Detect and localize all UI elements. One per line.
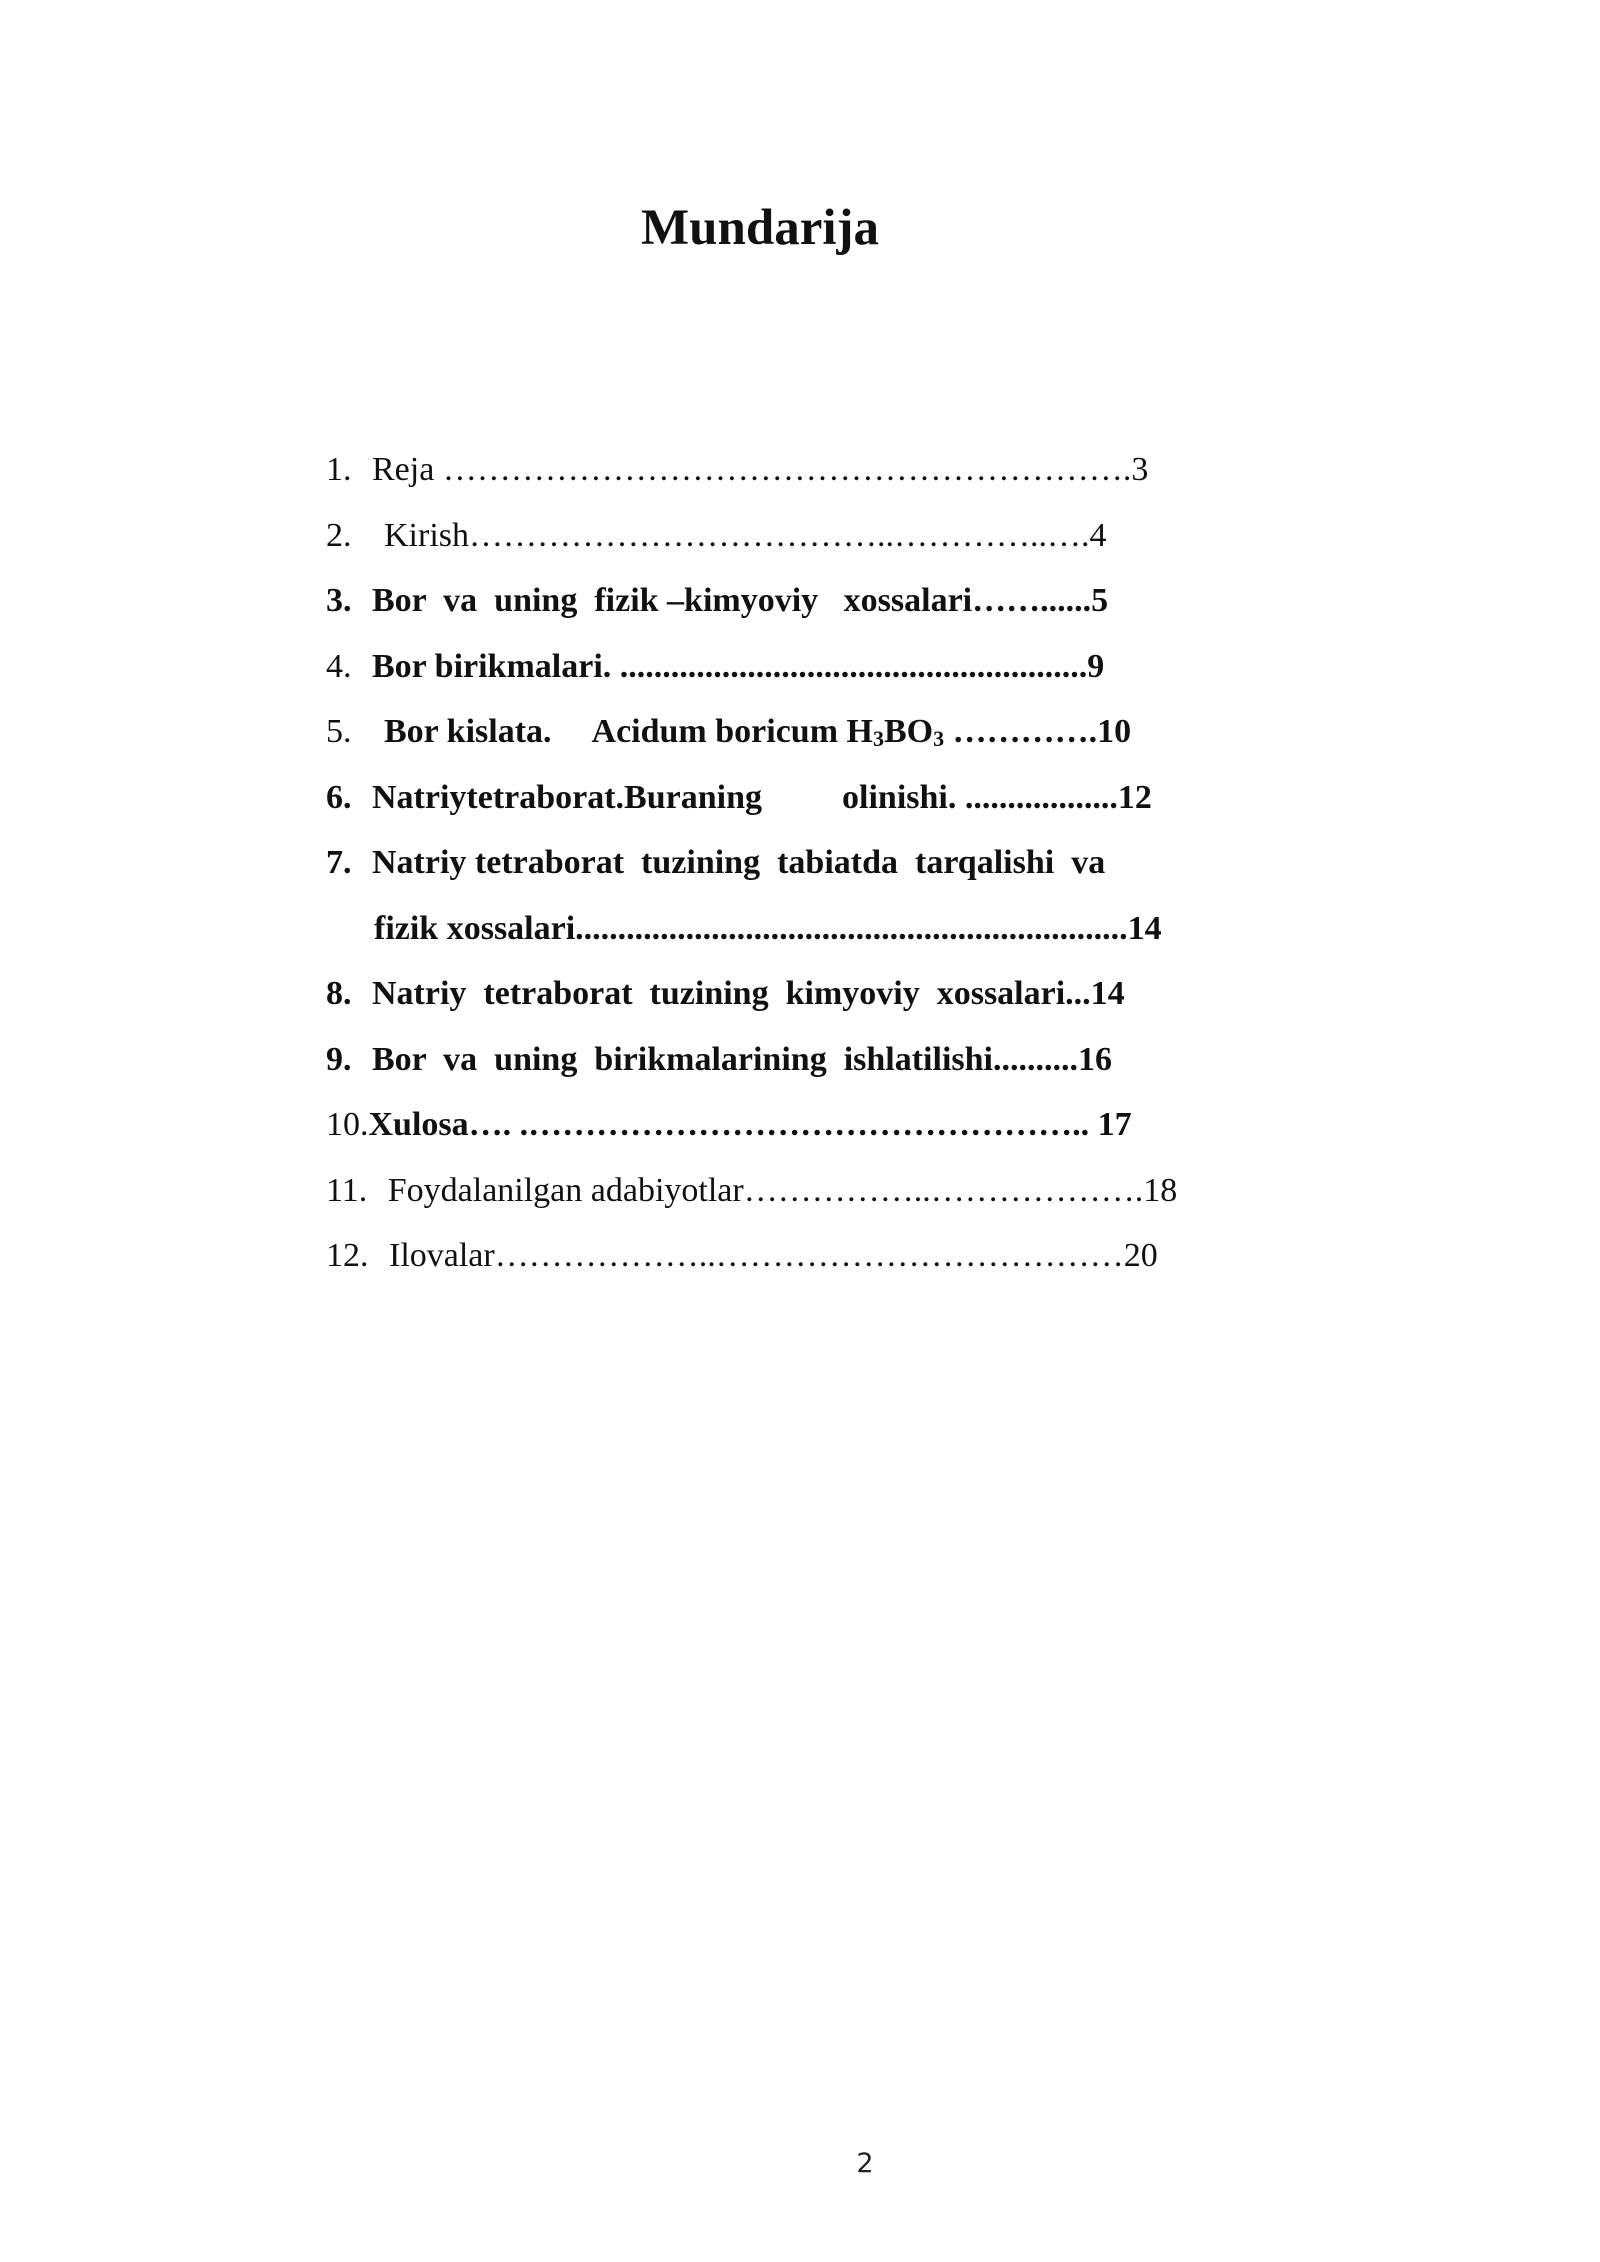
toc-entry-tarqalishi-continued[interactable] [326, 903, 1286, 969]
toc-leader: ……………..………………. [743, 1171, 1144, 1209]
toc-label-part: Acidum boricum H [591, 713, 873, 750]
toc-page-number: 9 [1087, 647, 1105, 685]
toc-leader: ....................................................... [611, 647, 1088, 685]
toc-label-part: BO [883, 713, 934, 750]
toc-label-part: Bor kislata. [384, 713, 552, 750]
toc-leader: ... [1065, 975, 1091, 1012]
toc-label: Bor birikmalari. [372, 647, 612, 685]
toc-label: Natriy tetraborat tuzining kimyoviy xossalari [372, 975, 1066, 1012]
toc-label: Bor va uning birikmalarining ishlatilishi [372, 1040, 993, 1078]
toc-label-part: olinishi. [842, 778, 957, 816]
toc-leader: ………………………………..…………..…. [469, 516, 1090, 554]
toc-entry-tarqalishi[interactable] [326, 837, 1286, 903]
toc-label: Natriy tetraborat tuzining tabiatda tarqalishi va [372, 844, 1106, 881]
toc-entry-xulosa[interactable] [326, 1099, 1286, 1165]
toc-label: Foydalanilgan adabiyotlar [387, 1171, 744, 1209]
toc-leader: ................................................................. [575, 909, 1128, 947]
toc-label: Bor va uning fizik –kimyoviy xossalari [372, 582, 973, 619]
toc-entry-adabiyotlar[interactable] [326, 1165, 1286, 1231]
toc-entry-bor-birikmalari[interactable] [326, 641, 1286, 707]
subscript: 3 [933, 726, 945, 751]
toc-page-number: 16 [1077, 1040, 1112, 1078]
toc-page-number: 20 [1123, 1237, 1158, 1274]
toc-number: 1. [326, 451, 352, 488]
toc-number: 12. [326, 1237, 369, 1274]
toc-number: 8. [326, 975, 352, 1012]
page-number: 2 [856, 2148, 874, 2179]
toc-leader: …………. [944, 713, 1098, 750]
toc-label: Reja [372, 451, 435, 488]
toc-leader: .................. [956, 778, 1118, 816]
toc-page-number: 17 [1097, 1106, 1132, 1143]
toc-label: fizik xossalari [374, 909, 576, 947]
toc-page-number: 3 [1131, 451, 1149, 488]
toc-page-number: 18 [1143, 1171, 1178, 1209]
toc-number: 2. [326, 516, 352, 554]
toc-page-number: 5 [1091, 582, 1109, 619]
toc-number: 6. [326, 778, 352, 816]
toc-leader: ……...... [972, 582, 1092, 619]
toc-number: 5. [326, 713, 352, 750]
page-title: Mundarija [640, 200, 880, 256]
toc-leader: ………………..……………………………… [494, 1237, 1124, 1274]
toc-page-number: 14 [1090, 975, 1125, 1012]
toc-number: 7. [326, 844, 352, 881]
toc-entry-ishlatilishi[interactable] [326, 1034, 1286, 1100]
toc-number: 10. [326, 1106, 369, 1143]
toc-entry-bor-xossalari[interactable] [326, 575, 1286, 641]
toc-entry-reja[interactable] [326, 444, 1286, 510]
toc-label: Kirish [384, 516, 469, 554]
toc-entry-bor-kislata[interactable] [326, 706, 1286, 772]
toc-label: Xulosa [368, 1106, 469, 1143]
toc-label: Ilovalar [389, 1237, 495, 1274]
toc-number: 9. [326, 1040, 352, 1078]
toc-label-part: Natriytetraborat.Buraning [372, 778, 763, 816]
toc-page-number: 12 [1117, 778, 1152, 816]
toc-leader: ……………………………………………………. [434, 451, 1132, 488]
toc-entry-ilovalar[interactable] [326, 1230, 1286, 1296]
toc-number: 4. [326, 647, 352, 685]
toc-page-number: 14 [1127, 909, 1162, 947]
toc-leader: …. .………………………………………….. [468, 1106, 1098, 1143]
toc-entry-kirish[interactable] [326, 510, 1286, 576]
toc-page-number: 10 [1097, 713, 1132, 750]
toc-number: 3. [326, 582, 352, 619]
toc-page-number: 4 [1089, 516, 1107, 554]
subscript: 3 [872, 726, 884, 751]
table-of-contents [326, 444, 1286, 1296]
toc-entry-natriytetraborat[interactable] [326, 772, 1286, 838]
toc-entry-kimyoviy-xossalari[interactable] [326, 968, 1286, 1034]
toc-number: 11. [326, 1171, 368, 1209]
toc-leader: .......... [992, 1040, 1078, 1078]
